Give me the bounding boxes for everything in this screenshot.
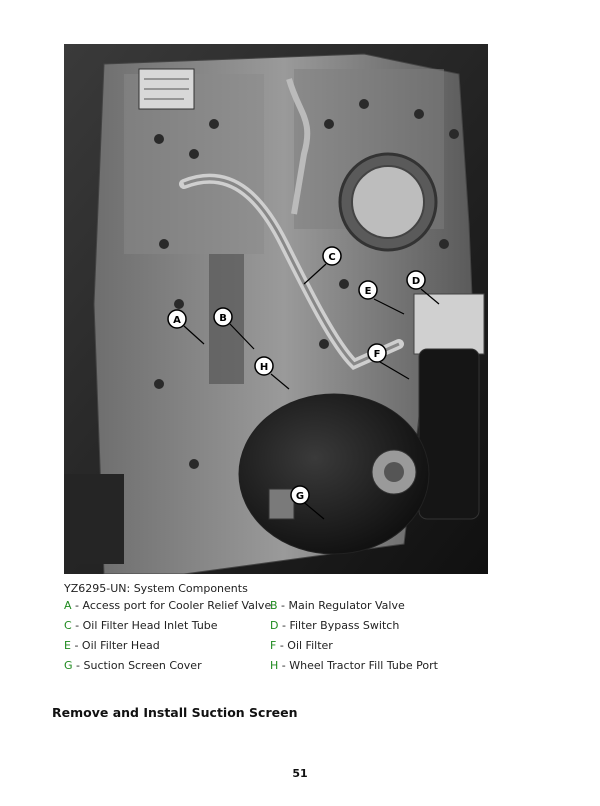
legend-item-e xyxy=(64,640,270,652)
legend-item-c xyxy=(64,620,270,632)
callout-h: H xyxy=(259,362,269,373)
legend-item-h xyxy=(270,660,490,672)
legend-letter: D xyxy=(270,619,279,632)
legend-item-d xyxy=(270,620,490,632)
legend-item-a xyxy=(64,600,270,612)
callout-c: C xyxy=(328,252,336,263)
figure-caption: YZ6295-UN: System Components xyxy=(64,582,248,595)
legend-letter: B xyxy=(270,599,278,612)
legend-letter: H xyxy=(270,659,279,672)
component-legend xyxy=(64,600,494,672)
legend-item-b xyxy=(270,600,490,612)
legend-item-g xyxy=(64,660,270,672)
legend-letter: E xyxy=(64,639,71,652)
section-heading: Remove and Install Suction Screen xyxy=(52,705,298,720)
legend-text: - Oil Filter Head Inlet Tube xyxy=(71,619,218,632)
system-components-photo xyxy=(64,44,488,574)
legend-letter: A xyxy=(64,599,72,612)
page-number: 51 xyxy=(292,767,308,780)
legend-item-f xyxy=(270,640,490,652)
callout-b: B xyxy=(219,313,227,324)
callout-e: E xyxy=(364,286,372,297)
legend-text: - Main Regulator Valve xyxy=(277,599,405,612)
legend-text: - Access port for Cooler Relief Valve xyxy=(71,599,272,612)
legend-letter: G xyxy=(64,659,73,672)
callout-g: G xyxy=(295,491,305,502)
legend-text: - Oil Filter xyxy=(276,639,333,652)
legend-text: - Oil Filter Head xyxy=(70,639,160,652)
legend-letter: C xyxy=(64,619,72,632)
legend-text: - Suction Screen Cover xyxy=(72,659,202,672)
callout-a: A xyxy=(173,315,181,326)
transmission-illustration xyxy=(64,44,488,574)
callout-f: F xyxy=(373,349,381,360)
legend-text: - Filter Bypass Switch xyxy=(278,619,400,632)
legend-letter: F xyxy=(270,639,277,652)
callout-d: D xyxy=(411,276,421,287)
legend-text: - Wheel Tractor Fill Tube Port xyxy=(278,659,438,672)
